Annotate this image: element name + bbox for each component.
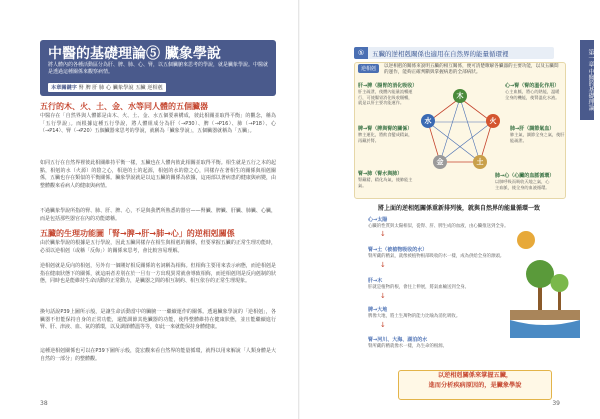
section1-para-1: 中醫存在「自然界與人體都是由木、火、土、金、水五個要素構成，彼此相關並取得平衡」的觀念，稱為「五行學說」。而根據這種五行學說，將人體組成分為肝（→P30）、脾（→P16）、肺（→P18）、心（→P14）、腎（→P20）五個臟器來思考的學說，就稱為「臟象學說」，五個臟器就稱為「五臟」。 (40, 113, 276, 134)
diagram-tag: 逆相剋 (358, 64, 379, 73)
flow-desc-3: 肝就是植物的根，會往上伸展，將氣血輸送到全身。 (368, 285, 469, 290)
keywords-list: 腎 脾 肝 肺 心 臟象學說 五臟 逆相剋 (78, 85, 163, 91)
callout-line-2: 進而分析疾病原因的，是臟象學說 (428, 382, 522, 389)
flow-arrow-icon: ↓ (380, 292, 386, 300)
banner-text: 五臟的逆相剋關係也適用在自然界的能量循環裡 (372, 50, 509, 58)
flow-arrow-icon: ↓ (380, 261, 386, 269)
page-number-left: 38 (40, 400, 48, 407)
relation-desc-5: 腎藏精，精化為氣，使肺能主氣。 (358, 177, 413, 188)
five-elements-star (420, 92, 500, 172)
relation-desc-4: 肺主氣，調節全身之氣，使肝能疏泄。 (510, 132, 565, 143)
flow-item-1: 心→太陽 (368, 217, 388, 223)
flow-desc-4: 脾像大地，將土生萬物的能力比喻為消化吸收。 (368, 314, 461, 319)
page-title: 中醫的基礎理論⑤ 臟象學說 (48, 46, 221, 62)
relation-desc-6: 以肺呼吸而吸收天地之氣，心主血脈，使全身的血液循環。 (495, 179, 550, 190)
flow-desc-2: 腎所藏的精氣，就像被植物根部吸收的水一樣，成為供給全身的源頭。 (368, 254, 505, 259)
page-subtitle: 將人體內的各種活動區分為肝、脾、肺、心、腎，以五個臟腑來思考的學說，就是臟象學說。中醫就是透過這種關係來觀察病情。 (48, 62, 269, 75)
section2-para-4: 這種逆相剋關係也可以在P39下圖所示般，從宏觀來看自然界的能量循環，就得以用來解說「人類身體是大自然的一部分」的整體觀。 (40, 348, 276, 362)
element-fire: 火 (486, 114, 500, 128)
keywords-label: 本章關鍵字 (51, 85, 77, 91)
section1-para-2: 如同五行在自然界裡彼此相關維持平衡一樣，五臟也在人體內彼此相關並取得平衡。相生就是五行之本的起點，相剋的水（火源）的陰之心，相逆的土的起源，相剋的水的陰之心，同樣存在著相生的關係與相剋關係，五臟也存在類似的平衡關係。臟象學說就是以這五臟的關係為依據，這兩部以著病患的健康與病變，由整體觀來看病人的健康與病情。 (40, 160, 276, 189)
summary-callout (398, 370, 552, 400)
nature-cycle-illustration (510, 228, 580, 338)
relation-label-5: 腎→肺（腎水與肺） (358, 171, 403, 177)
right-page (300, 0, 600, 419)
relation-desc-1: 肝主疏泄，使體內能量流暢運行，可使腸胃消化吸收順暢，就是以肝主要功能運作。 (358, 89, 413, 105)
callout-line-1: 以逆相剋關係來掌握五臟， (437, 372, 513, 379)
chapter-side-tab: 第一章 中醫的基礎理論 (580, 40, 594, 120)
diagram-intro: 以逆相剋的關係來說明五臟的相互關係，便可清楚瞭解各臟器的主要功能，以及五臟間的運作，能夠正確判斷與掌握病患的全部病狀。 (384, 64, 559, 75)
banner-number: ⑤ (354, 47, 368, 59)
section2-para-1: 由於臟象學說的根據是五行學說，因此五臟同樣存在相生與相剋的關係，但要掌握五臟的正常生理功能時，必須以逆相剋（或稱「反侮」）的關係來思考，會比較容易理解。 (40, 240, 276, 254)
page-number-right: 39 (552, 400, 560, 407)
relation-label-3: 脾→腎（脾與腎的關係） (358, 126, 413, 132)
element-metal: 金 (433, 155, 447, 169)
section-title-1: 五行的木、火、土、金、水等同人體的五個臟器 (40, 102, 208, 111)
flow-item-4: 脾→大地 (368, 307, 388, 313)
relation-label-4: 肺→肝（調節氣血） (510, 126, 555, 132)
flow-item-2: 腎→土（被植物吸收的水） (368, 247, 428, 253)
flow-arrow-icon: ↓ (380, 230, 386, 238)
relation-label-6: 肺→心（心臟的血脈循環） (495, 173, 555, 179)
chapter-header (40, 40, 276, 96)
element-wood: 木 (453, 89, 467, 103)
flow-title: 將上面的逆相剋關係重新排列後，就與自然界的能量循環一致 (377, 205, 540, 212)
keywords-box (48, 83, 166, 92)
section-banner (354, 47, 554, 59)
relation-desc-2: 心主血脈，將心的熱能，溫暖全身的機能，使腎溫化水液。 (505, 89, 560, 100)
section1-para-3: 不過臟象學說所指的腎、肺、肝、脾、心，不是與我們所熟悉的器官——腎臟、脾臟、肝臟、肺臟、心臟，而是包括那些器官在內的功能總稱。 (40, 208, 276, 222)
flow-desc-5: 腎所藏的精就像水一樣，為生命的根源。 (368, 344, 448, 349)
section2-para-3: 換句話說P39上圖所示般，是讓生命活動當中的臟腑一一繼續運作的關係。透過臟象學說的「逆相剋」，各臟器不但能保持自身的正常功能，還能調節其他臟器的功能，使得整體維持在健康狀態，並且能繼續進行腎、肝、津液、血、氣的循環，以及調節體溫等等，如此一來就能保持身體健康。 (40, 309, 276, 330)
flow-item-3: 肝→木 (368, 278, 383, 284)
flow-desc-1: 心臟的性質與太陽相似，從腎、肝、脾生成的血液，由心臟推送到全身。 (368, 224, 509, 229)
relation-label-1: 肝→脾（腸胃的消化吸收） (358, 83, 418, 89)
relation-label-2: 心→腎（腎的溫化作用） (505, 83, 560, 89)
flow-item-5: 腎→河川、大海、湖泊的水 (368, 337, 428, 343)
relation-desc-3: 脾主運化，將飲食變成精氣，再藏於腎。 (358, 132, 413, 143)
element-earth: 土 (473, 155, 487, 169)
section2-para-2: 逆相剋就是反向的相剋，另外有一個剛好相反關係的名詞稱為相侮。但相侮主要用來表示病態，而逆相剋是指在健康狀態下的關係，就這兩者差別在於一旦有一方出現異常就會導致相侮，而逆相剋則是反向剋制的狀態，同時也是能維持生命活動的正常動力，是臟器之間的相互制約、相互依存的正常生理現象。 (40, 263, 276, 284)
section-title-2: 五臟的生理功能圖「腎→脾→肝→肺→心」的逆相剋關係 (40, 229, 235, 238)
element-water: 水 (421, 114, 435, 128)
flow-arrow-icon: ↓ (380, 321, 386, 329)
